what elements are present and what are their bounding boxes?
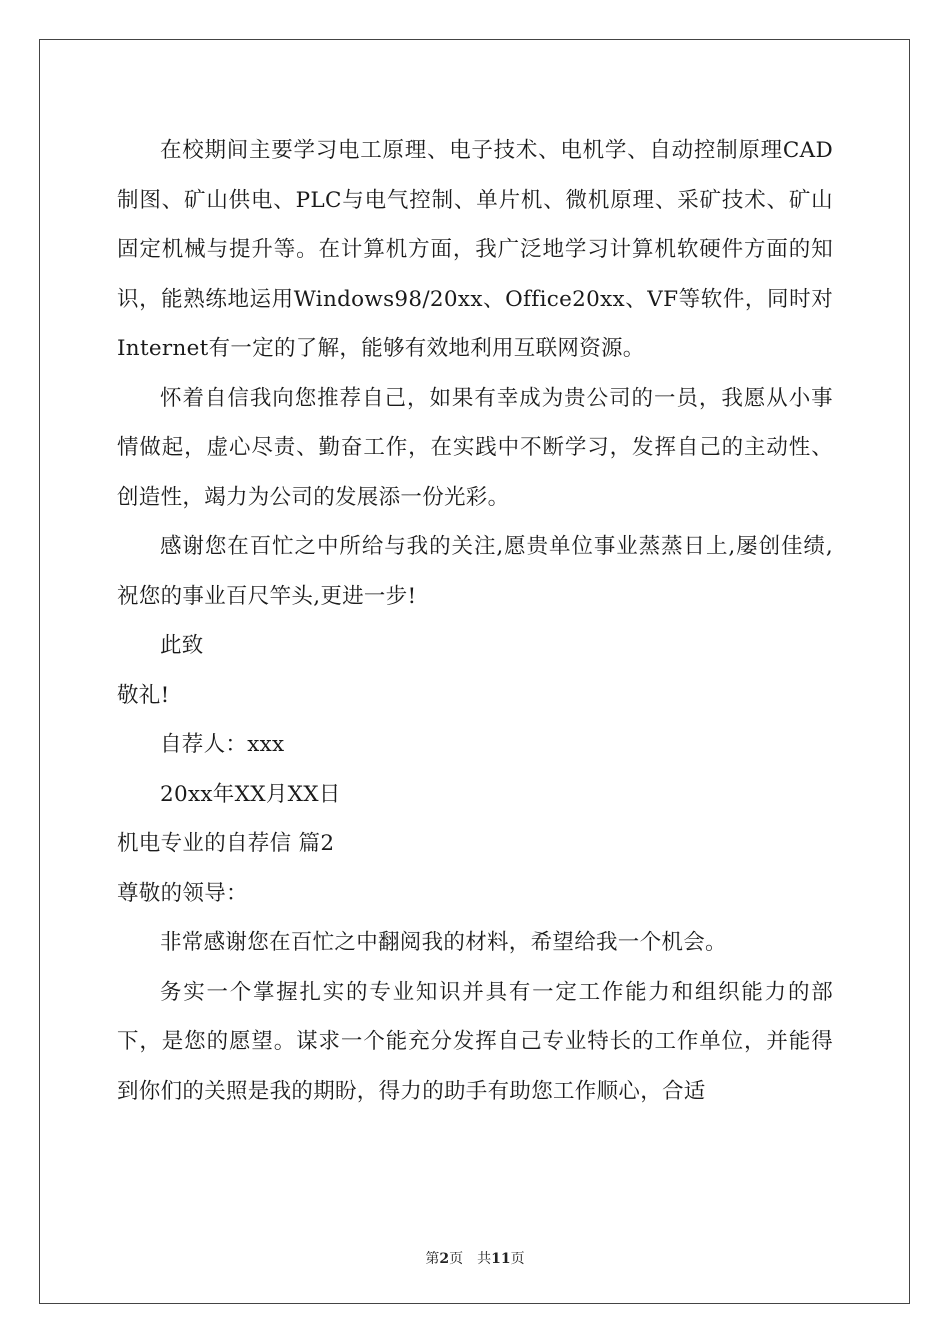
page-mid: 页 共	[449, 1251, 492, 1267]
signer-line: 自荐人：xxx	[160, 732, 285, 757]
page-suffix: 页	[510, 1251, 525, 1267]
closing-line: 此致	[160, 633, 204, 658]
page-current: 2	[439, 1251, 450, 1267]
section-title: 机电专业的自荐信 篇2	[117, 831, 335, 856]
paragraph-thanks: 感谢您在百忙之中所给与我的关注,愿贵单位事业蒸蒸日上,屡创佳绩,祝您的事业百尺竿头,更进一步!	[117, 534, 833, 609]
date-line: 20xx年XX月XX日	[160, 781, 341, 807]
closing-salute: 敬礼!	[117, 682, 170, 708]
page-total: 11	[491, 1251, 511, 1267]
paragraph-aspiration: 务实一个掌握扎实的专业知识并具有一定工作能力和组织能力的部下，是您的愿望。谋求一个能充分发挥自己专业特长的工作单位，并能得到你们的关照是我的期盼，得力的助手有助您工作顺心，合适	[117, 979, 833, 1104]
paragraph-recommendation: 怀着自信我向您推荐自己，如果有幸成为贵公司的一员，我愿从小事情做起，虚心尽责、勤奋工作，在实践中不断学习，发挥自己的主动性、创造性，竭力为公司的发展添一份光彩。	[117, 385, 833, 510]
salutation: 尊敬的领导：	[117, 880, 248, 906]
letter-body	[117, 126, 833, 1116]
page-prefix: 第	[425, 1251, 440, 1267]
page-footer	[0, 1248, 950, 1268]
paragraph-education: 在校期间主要学习电工原理、电子技术、电机学、自动控制原理CAD制图、矿山供电、PLC与电气控制、单片机、微机原理、采矿技术、矿山固定机械与提升等。在计算机方面，我广泛地学习计算机软硬件方面的知识，能熟练地运用Windows98/20xx、Office20xx、VF等软件，同时对Internet有一定的了解，能够有效地利用互联网资源。	[117, 138, 833, 361]
paragraph-intro: 非常感谢您在百忙之中翻阅我的材料，希望给我一个机会。	[160, 930, 727, 955]
